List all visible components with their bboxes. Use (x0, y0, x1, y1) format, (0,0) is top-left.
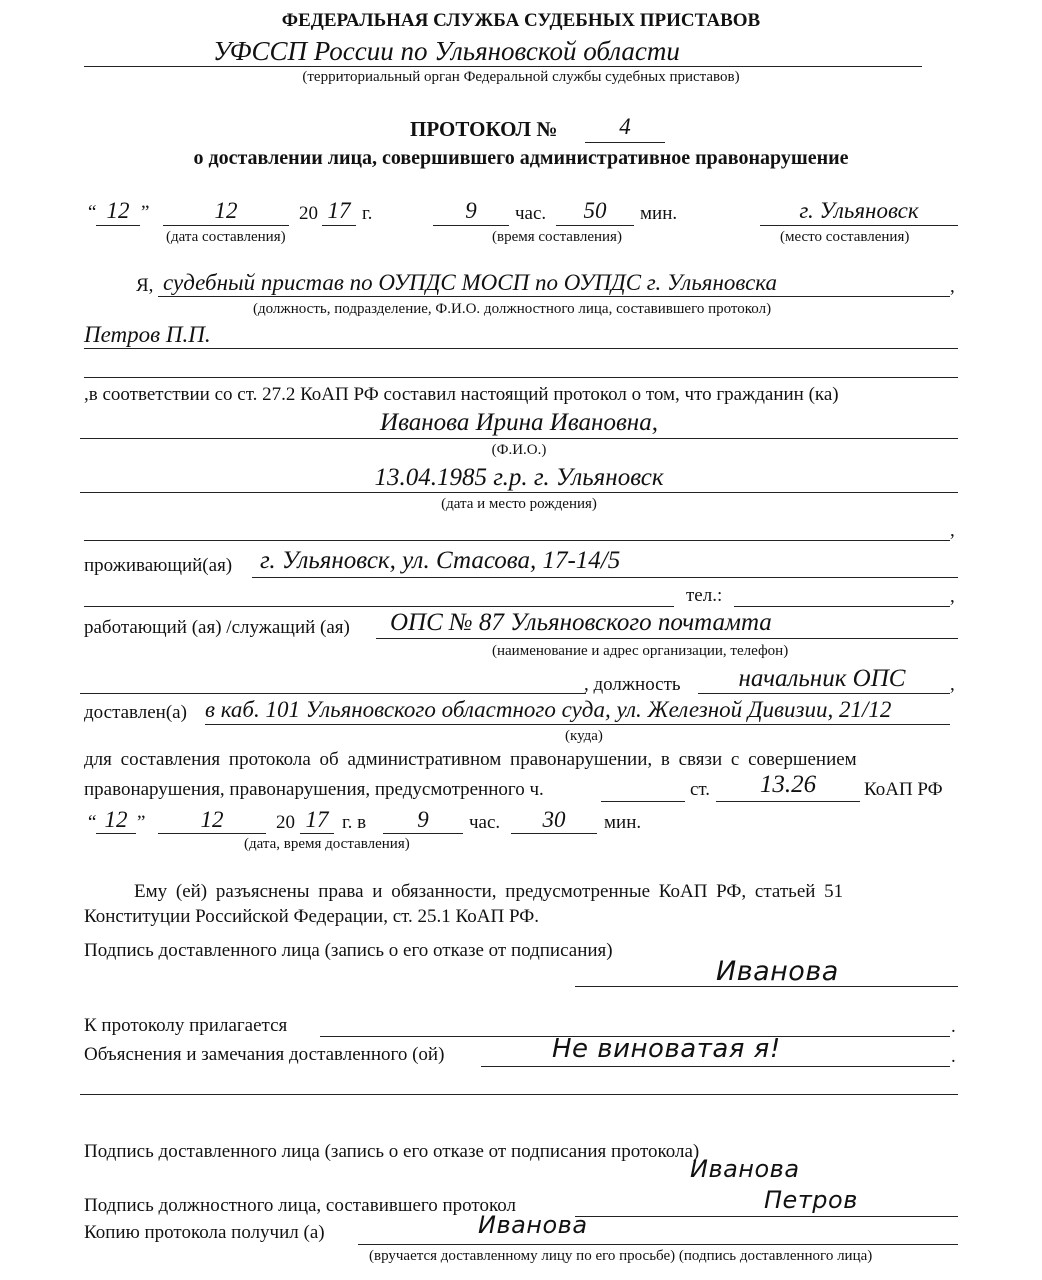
compose-month: 12 (214, 198, 238, 223)
residing-address: г. Ульяновск, ул. Стасова, 17-14/5 (260, 547, 621, 574)
article-line (716, 801, 860, 802)
officer-caption: (должность, подразделение, Ф.И.О. должностного лица, составившего протокол) (253, 301, 772, 317)
territorial-line (84, 66, 922, 67)
citizen-fio: Иванова Ирина Ивановна, (380, 409, 658, 436)
officer-comma: , (950, 276, 955, 297)
delivery-month-line (158, 833, 266, 834)
compose-minute: 50 (583, 198, 607, 223)
position-comma: , (950, 674, 955, 695)
protocol-subtitle: о доставлении лица, совершившего административное правонарушение (193, 147, 849, 169)
protocol-label: ПРОТОКОЛ № (410, 117, 558, 141)
citizen-fio-line (80, 438, 958, 439)
delivery-minute: 30 (542, 807, 566, 832)
explanations-text: Не виноватая я! (552, 1034, 781, 1064)
delivered-signature: Иванова (716, 956, 839, 987)
statement-text: ,в соответствии со ст. 27.2 КоАП РФ составил настоящий протокол о том, что гражданин (ка) (84, 384, 839, 405)
citizen-birth-line (80, 492, 958, 493)
purpose-line2: правонарушения, правонарушения, предусмотренного ч. (84, 779, 544, 800)
phone-pre-line (84, 606, 674, 607)
compose-hour-line (433, 225, 509, 226)
compose-month-line (163, 225, 289, 226)
explanations-line (481, 1066, 950, 1067)
delivery-minute-word: мин. (604, 812, 642, 833)
explanations-extra-line (80, 1094, 958, 1095)
delivery-caption: (дата, время доставления) (244, 836, 410, 852)
official-sign-line (575, 1216, 958, 1217)
explanations-dot: . (951, 1046, 956, 1067)
delivery-year-word: г. в (342, 812, 367, 833)
residing-label: проживающий(ая) (84, 555, 233, 576)
delivery-day-line (96, 833, 136, 834)
org-extra-line (80, 693, 586, 694)
delivery-quote-open: “ (88, 812, 97, 833)
phone-comma: , (950, 586, 955, 607)
phone-line (734, 606, 950, 607)
copy-caption: (вручается доставленному лицу по его просьбе) (подпись доставленного лица) (369, 1248, 873, 1264)
delivery-day: 12 (104, 807, 128, 832)
part-line (601, 801, 685, 802)
explanations-label: Объяснения и замечания доставленного (ой) (84, 1044, 445, 1065)
article-word: ст. (690, 779, 711, 800)
citizen-extra-line (84, 540, 950, 541)
officer-position: судебный пристав по ОУПДС МОСП по ОУПДС г. Ульяновска (163, 270, 777, 295)
compose-day-line (96, 225, 140, 226)
article-code: КоАП РФ (864, 779, 943, 800)
official-signature: Петров (764, 1186, 858, 1214)
territorial-caption: (территориальный орган Федеральной службы судебных приставов) (302, 69, 740, 85)
citizen-birth: 13.04.1985 г.р. г. Ульяновск (374, 464, 664, 491)
delivery-where: в каб. 101 Ульяновского областного суда, ул. Железной Дивизии, 21/12 (205, 697, 892, 722)
compose-quote-open: “ (88, 202, 97, 223)
officer-position-line (158, 296, 950, 297)
delivery-month: 12 (200, 807, 224, 832)
compose-quote-close: ” (141, 202, 150, 223)
working-label: работающий (ая) /служащий (ая) (84, 617, 350, 638)
protocol-sign-label: Подпись доставленного лица (запись о его отказе от подписания протокола) (84, 1141, 700, 1162)
workplace-caption: (наименование и адрес организации, телефон) (492, 643, 789, 659)
delivered-sign-line (575, 986, 958, 987)
rights-line2: Конституции Российской Федерации, ст. 25.1 КоАП РФ. (84, 906, 539, 927)
delivered-sign-label: Подпись доставленного лица (запись о его отказе от подписания) (84, 940, 613, 961)
officer-name: Петров П.П. (84, 322, 211, 347)
delivery-minute-line (511, 833, 597, 834)
delivery-quote-close: ” (137, 812, 146, 833)
officer-extra-line (84, 377, 958, 378)
compose-date-caption: (дата составления) (166, 229, 286, 245)
compose-place-caption: (место составления) (780, 229, 910, 245)
attached-label: К протоколу прилагается (84, 1015, 288, 1036)
position-line (698, 693, 950, 694)
delivery-where-caption: (куда) (565, 728, 603, 744)
delivery-hour-line (383, 833, 463, 834)
protocol-signature: Иванова (690, 1155, 800, 1183)
delivery-year-line (300, 833, 334, 834)
delivery-year-prefix: 20 (276, 812, 295, 833)
compose-year-prefix: 20 (299, 203, 318, 224)
compose-minute-word: мин. (640, 203, 678, 224)
copy-signature: Иванова (478, 1211, 588, 1239)
compose-year-line (322, 225, 356, 226)
official-sign-label: Подпись должностного лица, составившего протокол (84, 1195, 516, 1216)
protocol-number-line (585, 142, 665, 143)
protocol-number: 4 (619, 114, 631, 139)
delivery-hour-word: час. (469, 812, 501, 833)
delivery-year-suffix: 17 (305, 807, 329, 832)
copy-label: Копию протокола получил (а) (84, 1222, 325, 1243)
compose-year-word: г. (362, 203, 373, 224)
article-number: 13.26 (759, 771, 817, 798)
compose-hour: 9 (465, 198, 477, 223)
delivery-hour: 9 (417, 807, 429, 832)
citizen-fio-caption: (Ф.И.О.) (491, 442, 547, 458)
attached-dot: . (951, 1016, 956, 1037)
officer-prefix: Я, (136, 275, 154, 296)
compose-hour-word: час. (515, 203, 547, 224)
compose-year-suffix: 17 (327, 198, 351, 223)
territorial-body: УФССП России по Ульяновской области (213, 36, 680, 66)
phone-label: тел.: (686, 585, 723, 606)
compose-minute-line (556, 225, 634, 226)
residing-line (252, 577, 958, 578)
position-text: начальник ОПС (738, 665, 906, 692)
compose-place-line (760, 225, 958, 226)
citizen-extra-comma: , (950, 520, 955, 541)
workplace-line (376, 638, 958, 639)
rights-line1: Ему (ей) разъяснены права и обязанности, предусмотренные КоАП РФ, статьей 51 (134, 881, 844, 902)
delivery-where-line (205, 724, 950, 725)
compose-time-caption: (время составления) (492, 229, 622, 245)
workplace-text: ОПС № 87 Ульяновского почтамта (390, 609, 772, 636)
delivery-label: доставлен(а) (84, 702, 187, 723)
position-label: , должность (584, 674, 681, 695)
compose-place: г. Ульяновск (799, 198, 919, 223)
copy-sign-line (358, 1244, 958, 1245)
purpose-line1: для составления протокола об административном правонарушении, в связи с совершением (84, 749, 857, 770)
agency-title: ФЕДЕРАЛЬНАЯ СЛУЖБА СУДЕБНЫХ ПРИСТАВОВ (281, 10, 761, 31)
citizen-birth-caption: (дата и место рождения) (441, 496, 597, 512)
compose-day: 12 (106, 198, 130, 223)
officer-name-line (84, 348, 958, 349)
